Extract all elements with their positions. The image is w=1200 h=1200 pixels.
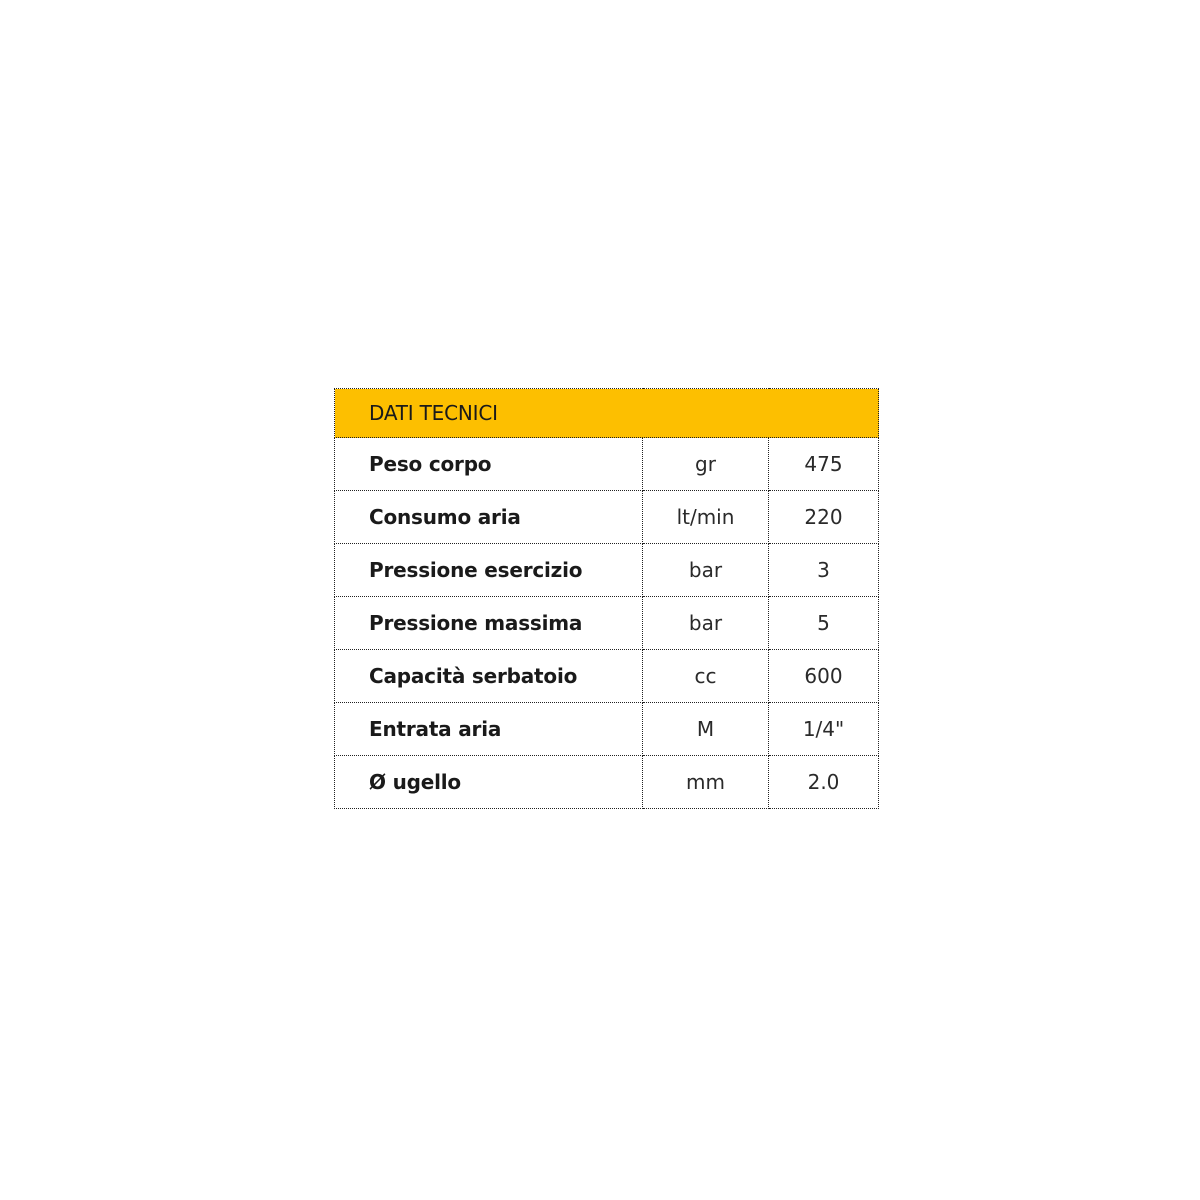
spec-value: 5 <box>769 597 879 650</box>
table-header-row <box>335 389 879 438</box>
spec-unit: cc <box>643 650 769 703</box>
table-row <box>335 544 879 597</box>
spec-label: Peso corpo <box>335 438 643 491</box>
spec-unit: bar <box>643 544 769 597</box>
spec-unit: lt/min <box>643 491 769 544</box>
spec-label: Entrata aria <box>335 703 643 756</box>
spec-label: Pressione esercizio <box>335 544 643 597</box>
spec-value: 3 <box>769 544 879 597</box>
spec-value: 1/4" <box>769 703 879 756</box>
table-body <box>335 438 879 809</box>
spec-label: Pressione massima <box>335 597 643 650</box>
spec-label: Capacità serbatoio <box>335 650 643 703</box>
table-row <box>335 756 879 809</box>
technical-data-table <box>334 388 879 809</box>
spec-unit: mm <box>643 756 769 809</box>
table-row <box>335 703 879 756</box>
spec-value: 2.0 <box>769 756 879 809</box>
table-title: DATI TECNICI <box>335 389 879 438</box>
spec-value: 600 <box>769 650 879 703</box>
spec-unit: bar <box>643 597 769 650</box>
table-row <box>335 491 879 544</box>
spec-value: 475 <box>769 438 879 491</box>
spec-unit: M <box>643 703 769 756</box>
spec-unit: gr <box>643 438 769 491</box>
table-row <box>335 438 879 491</box>
spec-label: Consumo aria <box>335 491 643 544</box>
table-row <box>335 597 879 650</box>
spec-value: 220 <box>769 491 879 544</box>
spec-label: Ø ugello <box>335 756 643 809</box>
table-row <box>335 650 879 703</box>
